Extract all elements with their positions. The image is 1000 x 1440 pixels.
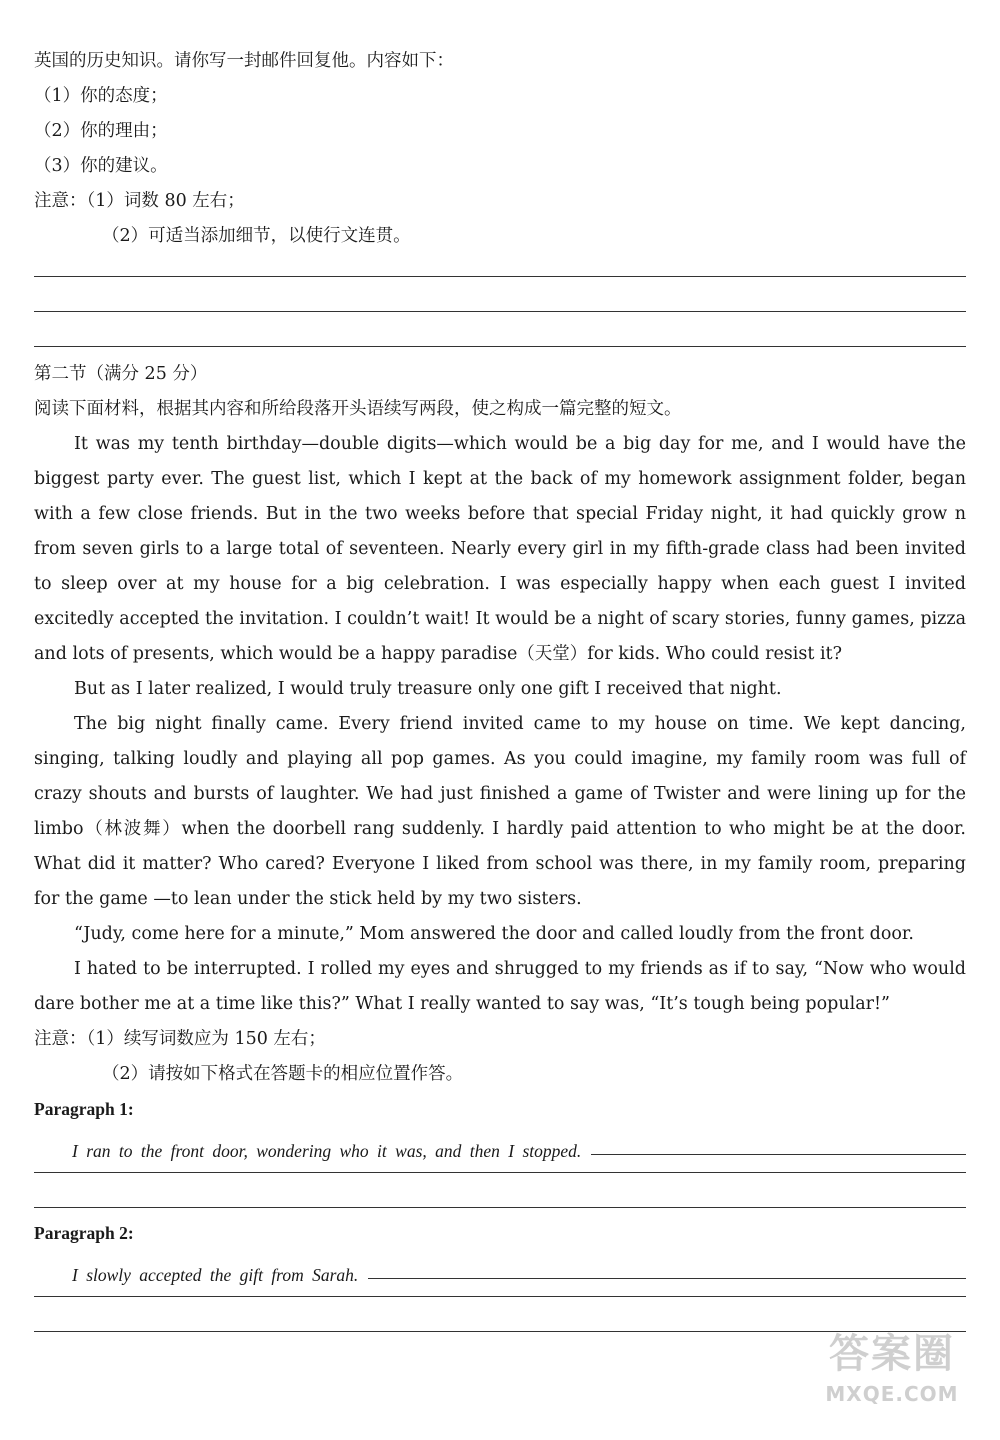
story-paragraph: “Judy, come here for a minute,” Mom answered the door and called loudly from the front door. <box>74 924 914 944</box>
section-instruction: 阅读下面材料，根据其内容和所给段落开头语续写两段，使之构成一篇完整的短文。 <box>34 399 682 419</box>
paragraph-2-lead-row <box>34 1251 966 1286</box>
paragraph-2-lead: I slowly accepted the gift from Sarah. <box>72 1265 359 1285</box>
paragraph-1-lead: I ran to the front door, wondering who it was, and then I stopped. <box>72 1141 582 1161</box>
intro-note-1: 注意：（1）词数 80 左右； <box>34 191 245 211</box>
watermark-chars: 答案圈 <box>829 1331 955 1377</box>
section-heading: 第二节（满分 25 分） <box>34 364 208 384</box>
intro-item-1: （1）你的态度； <box>34 86 168 106</box>
story-paragraph: The big night finally came. Every friend invited came to my house on time. We kept dancing, singing, talking loudly and playing all pop games. As you could imagine, my family room was full of crazy shouts and bursts of laughter. We had just finished a game of Twister and were lining up for the limbo（林波舞）when the doorbell rang suddenly. I hardly paid attention to who might be at the door. What did it matter? Who cared? Everyone I liked from school was there, in my family room, preparing for the game —to lean under the stick held by my two sisters. <box>34 714 966 909</box>
story-paragraph: I hated to be interrupted. I rolled my eyes and shrugged to my friends as if to say, “Now who would dare bother me at a time like this?” What I really wanted to say was, “It’s tough being popular!” <box>34 959 966 1014</box>
continuation-note-1: 注意：（1）续写词数应为 150 左右； <box>34 1029 326 1049</box>
paragraph-1-lead-row <box>34 1127 966 1162</box>
watermark-url: MXQE.COM <box>825 1382 959 1406</box>
paragraph-2-label: Paragraph 2: <box>34 1223 134 1243</box>
paragraph-1-label: Paragraph 1: <box>34 1099 134 1119</box>
intro-item-2: （2）你的理由； <box>34 121 168 141</box>
intro-note-2: （2）可适当添加细节，以使行文连贯。 <box>102 226 411 246</box>
writing-line[interactable] <box>591 1154 966 1155</box>
intro-line: 英国的历史知识。请你写一封邮件回复他。内容如下： <box>34 51 454 71</box>
story-paragraph: But as I later realized, I would truly treasure only one gift I received that night. <box>74 679 782 699</box>
exam-page <box>34 44 966 1332</box>
continuation-note-2: （2）请按如下格式在答题卡的相应位置作答。 <box>102 1064 464 1084</box>
intro-item-3: （3）你的建议。 <box>34 156 168 176</box>
writing-line[interactable] <box>368 1278 966 1279</box>
watermark-logo <box>802 1326 982 1426</box>
story-paragraph: It was my tenth birthday—double digits—which would be a big day for me, and I would have the biggest party ever. The guest list, which I kept at the back of my homework assignment folder, began with a few close friends. But in the two weeks before that special Friday night, it had quickly grow n from seven girls to a large total of seventeen. Nearly every girl in my fifth-grade class had been invited to sleep over at my house for a big celebration. I was especially happy when each guest I invited excitedly accepted the invitation. I couldn’t wait! It would be a night of scary stories, funny games, pizza and lots of presents, which would be a happy paradise（天堂）for kids. Who could resist it? <box>34 434 966 664</box>
